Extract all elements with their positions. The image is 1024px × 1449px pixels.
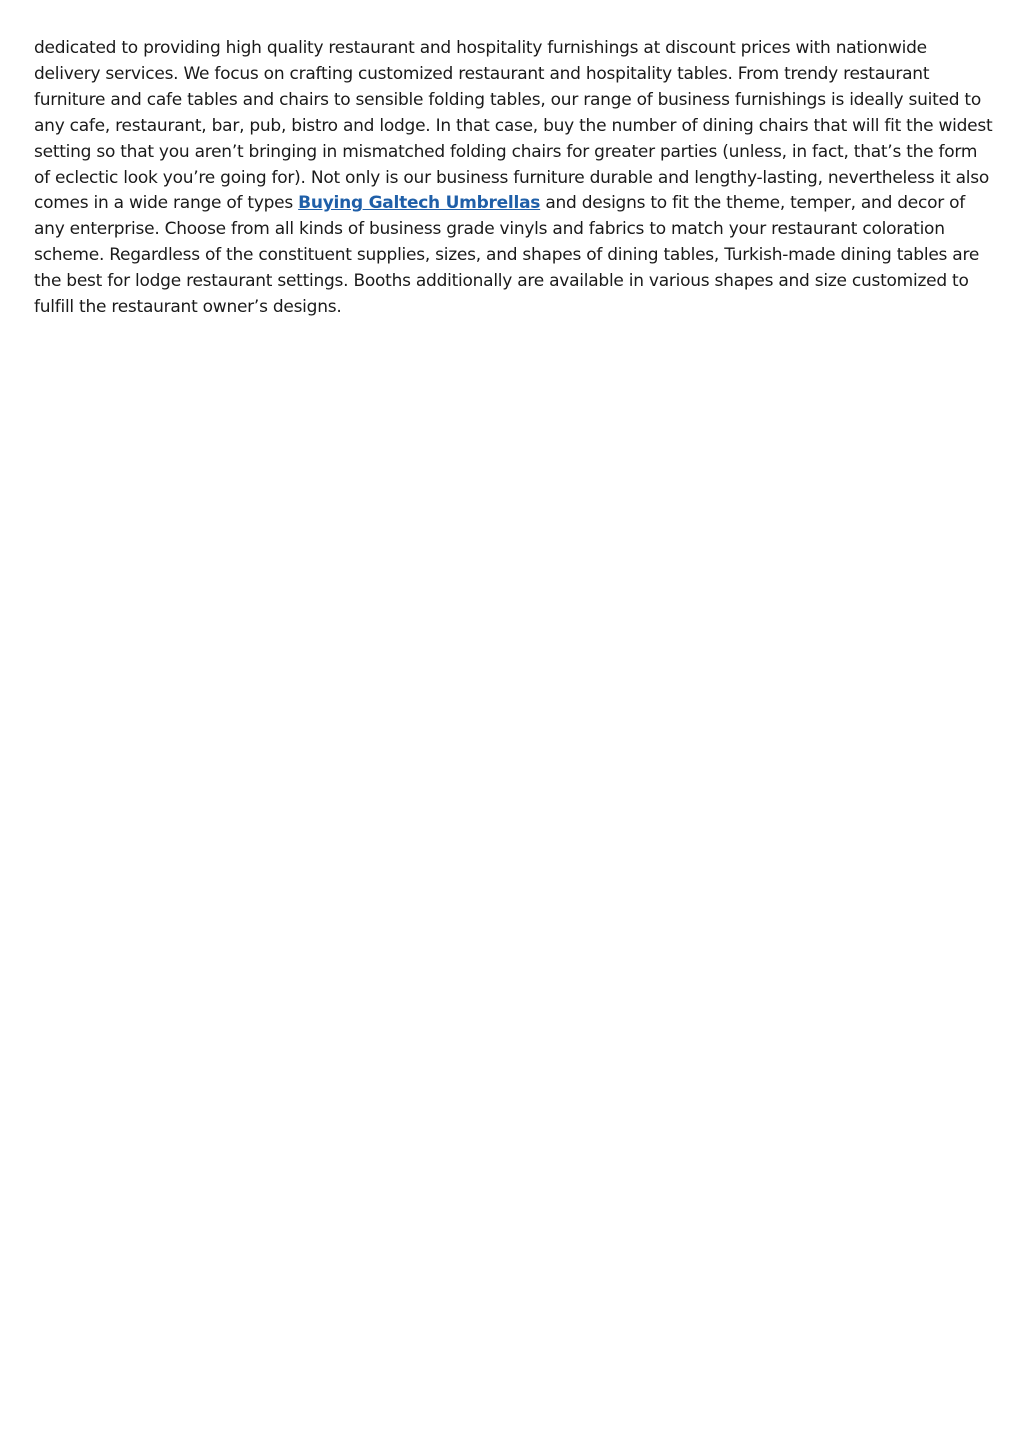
body-paragraph bbox=[34, 36, 994, 321]
paragraph-text-after-link: and designs to fit the theme, temper, and decor of any enterprise. Choose from all kinds of business grade vinyls and fabrics to match your restaurant coloration scheme. Regardless of the constituent supplies, sizes, and shapes of dining tables, Turkish-made dining tables are the best for lodge restaurant settings. Booths additionally are available in various shapes and size customized to fulfill the restaurant owner’s designs. bbox=[34, 193, 980, 318]
buying-galtech-umbrellas-link[interactable]: Buying Galtech Umbrellas bbox=[298, 193, 541, 214]
paragraph-text-before-link: dedicated to providing high quality restaurant and hospitality furnishings at discount prices with nationwide delivery services. We focus on crafting customized restaurant and hospitality tables. From trendy restaurant furniture and cafe tables and chairs to sensible folding tables, our range of business furnishings is ideally suited to any cafe, restaurant, bar, pub, bistro and lodge. In that case, buy the number of dining chairs that will fit the widest setting so that you aren’t bringing in mismatched folding chairs for greater parties (unless, in fact, that’s the form of eclectic look you’re going for). Not only is our business furniture durable and lengthy-lasting, nevertheless it also comes in a wide range of types bbox=[34, 38, 993, 214]
